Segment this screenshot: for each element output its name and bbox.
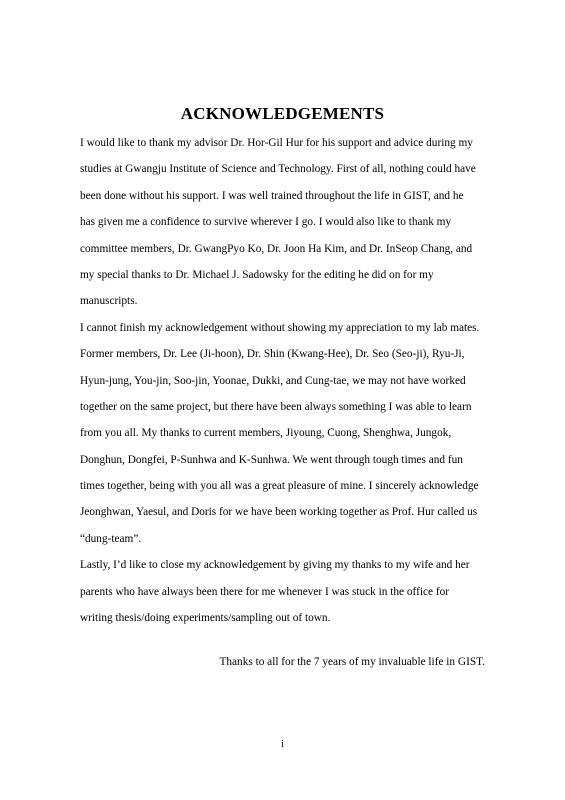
body-line: “dung-team”. — [80, 532, 142, 545]
body-line: parents who have always been there for me whenever I was stuck in the office for — [80, 585, 449, 598]
page-title: ACKNOWLEDGEMENTS — [180, 104, 385, 123]
body-line: I would like to thank my advisor Dr. Hor-Gil Hur for his support and advice during my — [80, 137, 473, 149]
body-line: studies at Gwangju Institute of Science and Technology. First of all, nothing could have — [80, 163, 476, 176]
body-line: I cannot finish my acknowledgement without showing my appreciation to my lab mates. — [80, 321, 480, 334]
body-line: been done without his support. I was well trained throughout the life in GIST, and he — [80, 189, 464, 202]
page-number: i — [281, 739, 284, 750]
body-line: manuscripts. — [80, 295, 138, 308]
body-line: Lastly, I’d like to close my acknowledgement by giving my thanks to my wife and her — [80, 559, 470, 572]
acknowledgement-body — [80, 130, 500, 631]
body-line: Jeonghwan, Yaesul, and Doris for we have been working together as Prof. Hur called us — [80, 506, 478, 519]
body-line: my special thanks to Dr. Michael J. Sadowsky for the editing he did on for my — [80, 268, 434, 281]
body-line: writing thesis/doing experiments/sampling out of town. — [80, 612, 331, 625]
body-line: has given me a confidence to survive wherever I go. I would also like to thank my — [80, 216, 452, 229]
body-line: Former members, Dr. Lee (Ji-hoon), Dr. Shin (Kwang-Hee), Dr. Seo (Seo-ji), Ryu-Ji, — [80, 348, 465, 361]
body-line: Hyun-jung, You-jin, Soo-jin, Yoonae, Dukki, and Cung-tae, we may not have worked — [80, 374, 466, 387]
signoff-line: Thanks to all for the 7 years of my invaluable life in GIST. — [219, 656, 485, 668]
body-line: from you all. My thanks to current members, Jiyoung, Cuong, Shenghwa, Jungok, — [80, 427, 452, 440]
body-line: together on the same project, but there have been always something I was able to learn — [80, 400, 472, 413]
body-line: committee members, Dr. GwangPyo Ko, Dr. Joon Ha Kim, and Dr. InSeop Chang, and — [80, 242, 473, 255]
body-line: times together, being with you all was a great pleasure of mine. I sincerely acknowledge — [80, 480, 479, 493]
body-line: Donghun, Dongfei, P-Sunhwa and K-Sunhwa. We went through tough times and fun — [80, 453, 463, 466]
